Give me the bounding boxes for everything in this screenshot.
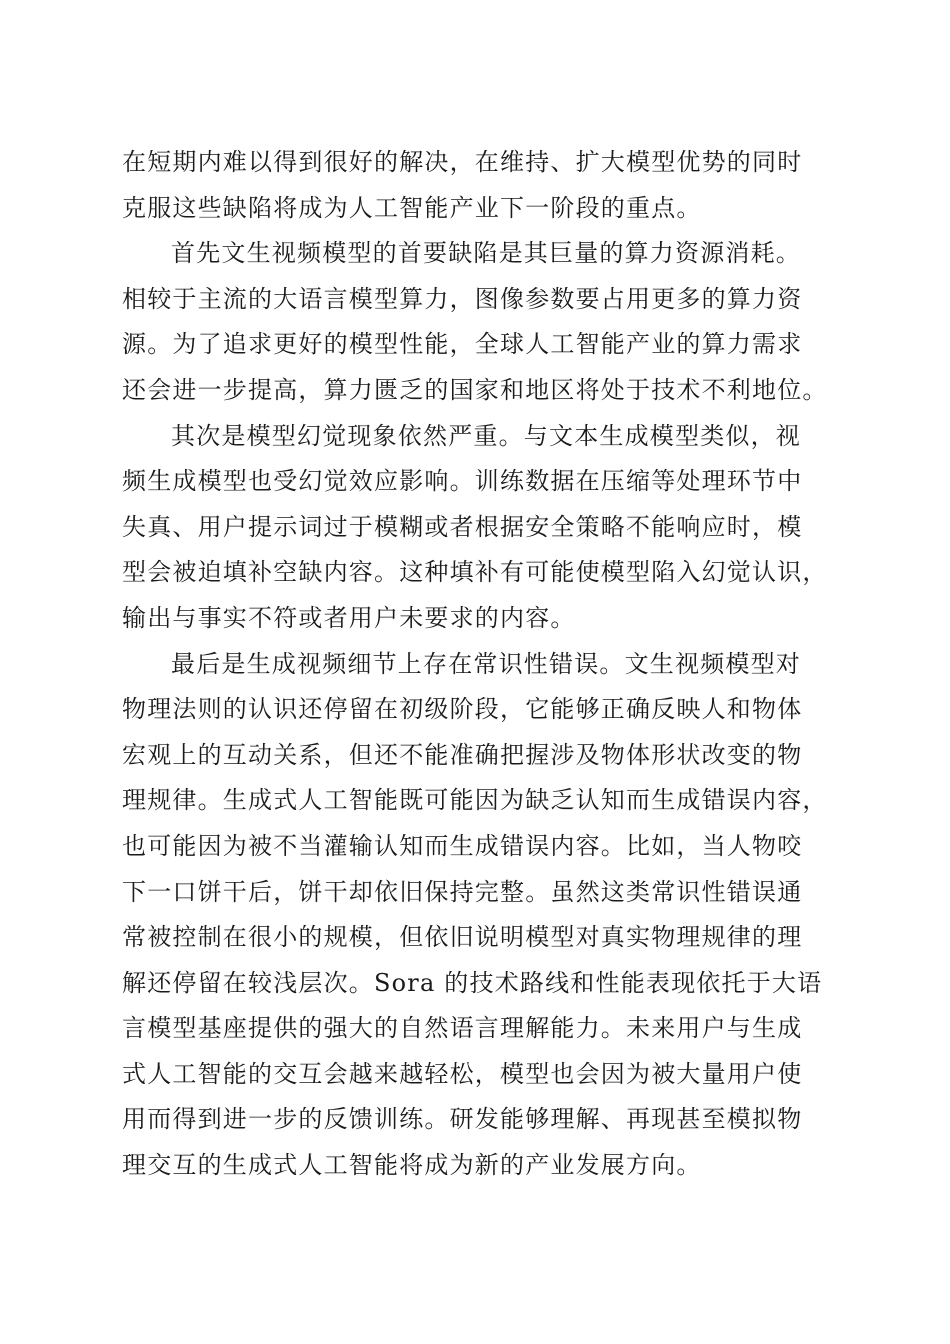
text-line: 下一口饼干后，饼干却依旧保持完整。虽然这类常识性错误通 (122, 877, 803, 906)
text-line: 最后是生成视频细节上存在常识性错误。文生视频模型对 (171, 649, 801, 678)
text-line: 还会进一步提高，算力匮乏的国家和地区将处于技术不利地位。 (122, 375, 828, 404)
text-line: 在短期内难以得到很好的解决，在维持、扩大模型优势的同时 (122, 148, 803, 176)
text-line: 失真、用户提示词过于模糊或者根据安全策略不能响应时，模 (122, 512, 803, 541)
text-line: 也可能因为被不当灌输认知而生成错误内容。比如，当人物咬 (122, 831, 803, 860)
text-line: 解还停留在较浅层次。Sora 的技术路线和性能表现依托于大语 (122, 968, 823, 997)
text-line: 理规律。生成式人工智能既可能因为缺乏认知而生成错误内容， (122, 786, 828, 815)
text-line: 物理法则的认识还停留在初级阶段，它能够正确反映人和物体 (122, 695, 803, 724)
text-line: 型会被迫填补空缺内容。这种填补有可能使模型陷入幻觉认识， (122, 558, 828, 587)
document-body (122, 140, 842, 1189)
text-line: 克服这些缺陷将成为人工智能产业下一阶段的重点。 (122, 193, 702, 222)
text-line: 相较于主流的大语言模型算力，图像参数要占用更多的算力资 (122, 284, 803, 313)
text-line: 理交互的生成式人工智能将成为新的产业发展方向。 (122, 1151, 702, 1180)
text-line: 频生成模型也受幻觉效应影响。训练数据在压缩等处理环节中 (122, 467, 803, 496)
text-line: 其次是模型幻觉现象依然严重。与文本生成模型类似，视 (171, 421, 801, 450)
text-line: 言模型基座提供的强大的自然语言理解能力。未来用户与生成 (122, 1014, 803, 1043)
text-line: 宏观上的互动关系，但还不能准确把握涉及物体形状改变的物 (122, 740, 803, 769)
text-line: 首先文生视频模型的首要缺陷是其巨量的算力资源消耗。 (171, 239, 801, 268)
paragraph-compute-cost (122, 231, 842, 413)
paragraph-common-sense-errors (122, 642, 842, 1189)
text-line: 式人工智能的交互会越来越轻松，模型也会因为被大量用户使 (122, 1059, 803, 1088)
text-line: 输出与事实不符或者用户未要求的内容。 (122, 603, 576, 632)
paragraph-hallucination (122, 414, 842, 642)
paragraph-continuation (122, 140, 842, 231)
text-line: 常被控制在很小的规模，但依旧说明模型对真实物理规律的理 (122, 923, 803, 952)
text-line: 源。为了追求更好的模型性能，全球人工智能产业的算力需求 (122, 330, 803, 359)
text-line: 用而得到进一步的反馈训练。研发能够理解、再现甚至模拟物 (122, 1105, 803, 1134)
